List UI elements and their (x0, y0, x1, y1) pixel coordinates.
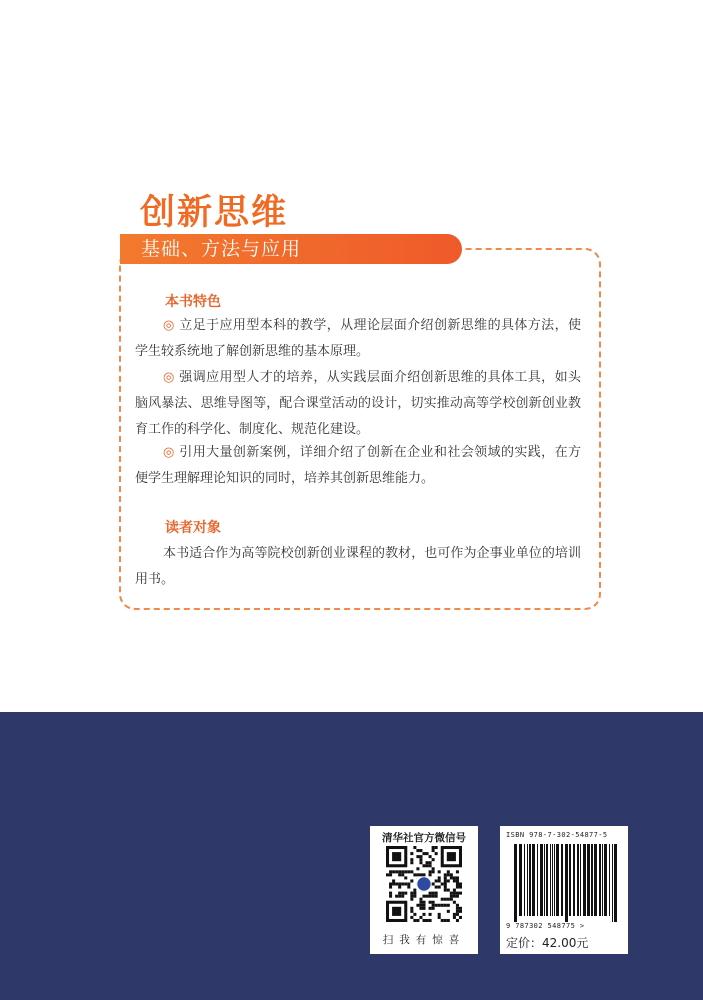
features-heading: 本书特色 (165, 294, 221, 310)
isbn-digits: 9 787302 548775 > (506, 922, 585, 930)
book-subtitle: 基础、方法与应用 (141, 238, 302, 260)
feature-text: 引用大量创新案例，详细介绍了创新在企业和社会领域的实践，在方便学生理解理论知识的同时，培养其创新思维能力。 (135, 445, 581, 486)
qr-code-icon (386, 846, 462, 922)
barcode-icon (512, 842, 620, 922)
bullet-icon: ◎ (163, 318, 175, 333)
qr-title: 清华社官方微信号 (382, 832, 466, 844)
bullet-icon: ◎ (163, 370, 175, 385)
price-label: 定价：42.00元 (506, 936, 589, 950)
audience-heading: 读者对象 (165, 520, 221, 536)
feature-text: 强调应用型人才的培养，从实践层面介绍创新思维的具体工具，如头脑风暴法、思维导图等，配合课堂活动的设计，切实推动高等学校创新创业教育工作的科学化、制度化、规范化建设。 (135, 370, 581, 437)
feature-item-2 (135, 365, 581, 443)
book-title: 创新思维 (140, 193, 289, 233)
isbn-card (500, 826, 628, 954)
feature-text: 立足于应用型本科的教学，从理论层面介绍创新思维的具体方法，使学生较系统地了解创新思维的基本原理。 (135, 318, 581, 359)
qr-caption: 扫我有惊喜 (382, 934, 466, 946)
feature-item-3 (135, 440, 581, 492)
audience-text: 本书适合作为高等院校创新创业课程的教材，也可作为企事业单位的培训用书。 (135, 546, 581, 587)
wechat-qr-card (370, 826, 478, 954)
feature-item-1 (135, 313, 581, 365)
bullet-icon: ◎ (163, 445, 175, 460)
isbn-label: ISBN 978-7-302-54877-5 (506, 831, 608, 839)
